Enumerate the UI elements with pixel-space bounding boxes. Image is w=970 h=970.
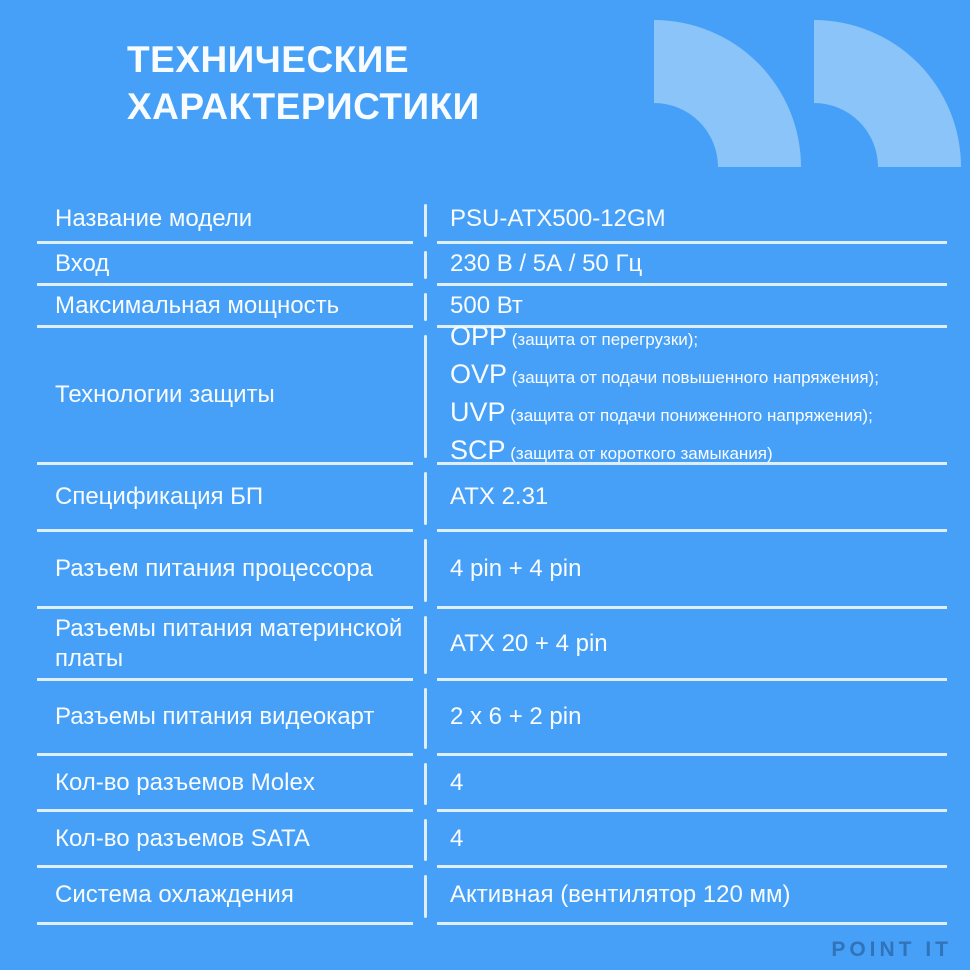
column-divider	[413, 609, 437, 681]
spec-row	[37, 321, 947, 465]
spec-value: PSU-ATX500-12GM	[437, 197, 947, 244]
spec-row	[37, 812, 947, 868]
spec-value: ATX 20 + 4 pin	[437, 609, 947, 681]
column-divider	[413, 328, 437, 465]
divider-tick	[424, 763, 427, 805]
protection-desc: (защита от короткого замыкания)	[505, 444, 773, 463]
divider-tick	[424, 688, 427, 749]
spec-row	[37, 244, 947, 286]
column-divider	[413, 681, 437, 756]
column-divider	[413, 465, 437, 532]
protection-abbr: SCP	[450, 435, 506, 465]
spec-label: Система охлаждения	[37, 868, 413, 925]
spec-row	[37, 756, 947, 812]
spec-row	[37, 197, 947, 244]
column-divider	[413, 812, 437, 868]
column-divider	[413, 756, 437, 812]
spec-value: 500 Вт	[437, 286, 947, 328]
spec-label: Максимальная мощность	[37, 286, 413, 328]
divider-tick	[424, 293, 427, 321]
spec-label: Технологии защиты	[37, 328, 413, 465]
spec-label: Разъем питания процессора	[37, 532, 413, 609]
spec-label: Вход	[37, 244, 413, 286]
page-title-line1: ТЕХНИЧЕСКИЕ	[127, 39, 410, 80]
protection-item	[450, 357, 947, 395]
spec-label: Разъемы питания материнской платы	[37, 609, 413, 681]
spec-row	[37, 609, 947, 681]
protection-desc: (защита от подачи пониженного напряжения);	[505, 406, 873, 425]
divider-tick	[424, 472, 427, 525]
spec-value: 4	[437, 756, 947, 812]
spec-value	[437, 321, 947, 465]
divider-tick	[424, 251, 427, 279]
page-title-line2: ХАРАКТЕРИСТИКИ	[127, 86, 480, 127]
quote-marks-icon	[654, 18, 966, 168]
protection-desc: (защита от перегрузки);	[507, 330, 699, 349]
column-divider	[413, 868, 437, 925]
protection-abbr: OPP	[450, 321, 508, 351]
brand-watermark: POINT IT	[831, 938, 952, 961]
column-divider	[413, 286, 437, 328]
protection-abbr: OVP	[450, 359, 508, 389]
divider-tick	[424, 204, 427, 237]
column-divider	[413, 244, 437, 286]
spec-value: 4 pin + 4 pin	[437, 532, 947, 609]
spec-row	[37, 681, 947, 756]
spec-value: 230 В / 5А / 50 Гц	[437, 244, 947, 286]
spec-row	[37, 532, 947, 609]
spec-label: Спецификация БП	[37, 465, 413, 532]
protection-item	[450, 319, 947, 357]
divider-tick	[424, 819, 427, 861]
column-divider	[413, 197, 437, 244]
divider-tick	[424, 875, 427, 918]
spec-table	[37, 197, 947, 925]
protection-desc: (защита от подачи повышенного напряжения);	[507, 368, 879, 387]
protection-abbr: UVP	[450, 397, 506, 427]
spec-row	[37, 868, 947, 925]
page-title	[127, 36, 480, 130]
spec-value: 4	[437, 812, 947, 868]
column-divider	[413, 532, 437, 609]
divider-tick	[424, 616, 427, 674]
spec-label: Разъемы питания видеокарт	[37, 681, 413, 756]
spec-value: 2 x 6 + 2 pin	[437, 681, 947, 756]
spec-row	[37, 465, 947, 532]
divider-tick	[424, 335, 427, 458]
divider-tick	[424, 539, 427, 602]
spec-label: Кол-во разъемов SATA	[37, 812, 413, 868]
spec-label: Кол-во разъемов Molex	[37, 756, 413, 812]
spec-label: Название модели	[37, 197, 413, 244]
spec-value: Активная (вентилятор 120 мм)	[437, 868, 947, 925]
spec-value: ATX 2.31	[437, 465, 947, 532]
protection-item	[450, 395, 947, 433]
